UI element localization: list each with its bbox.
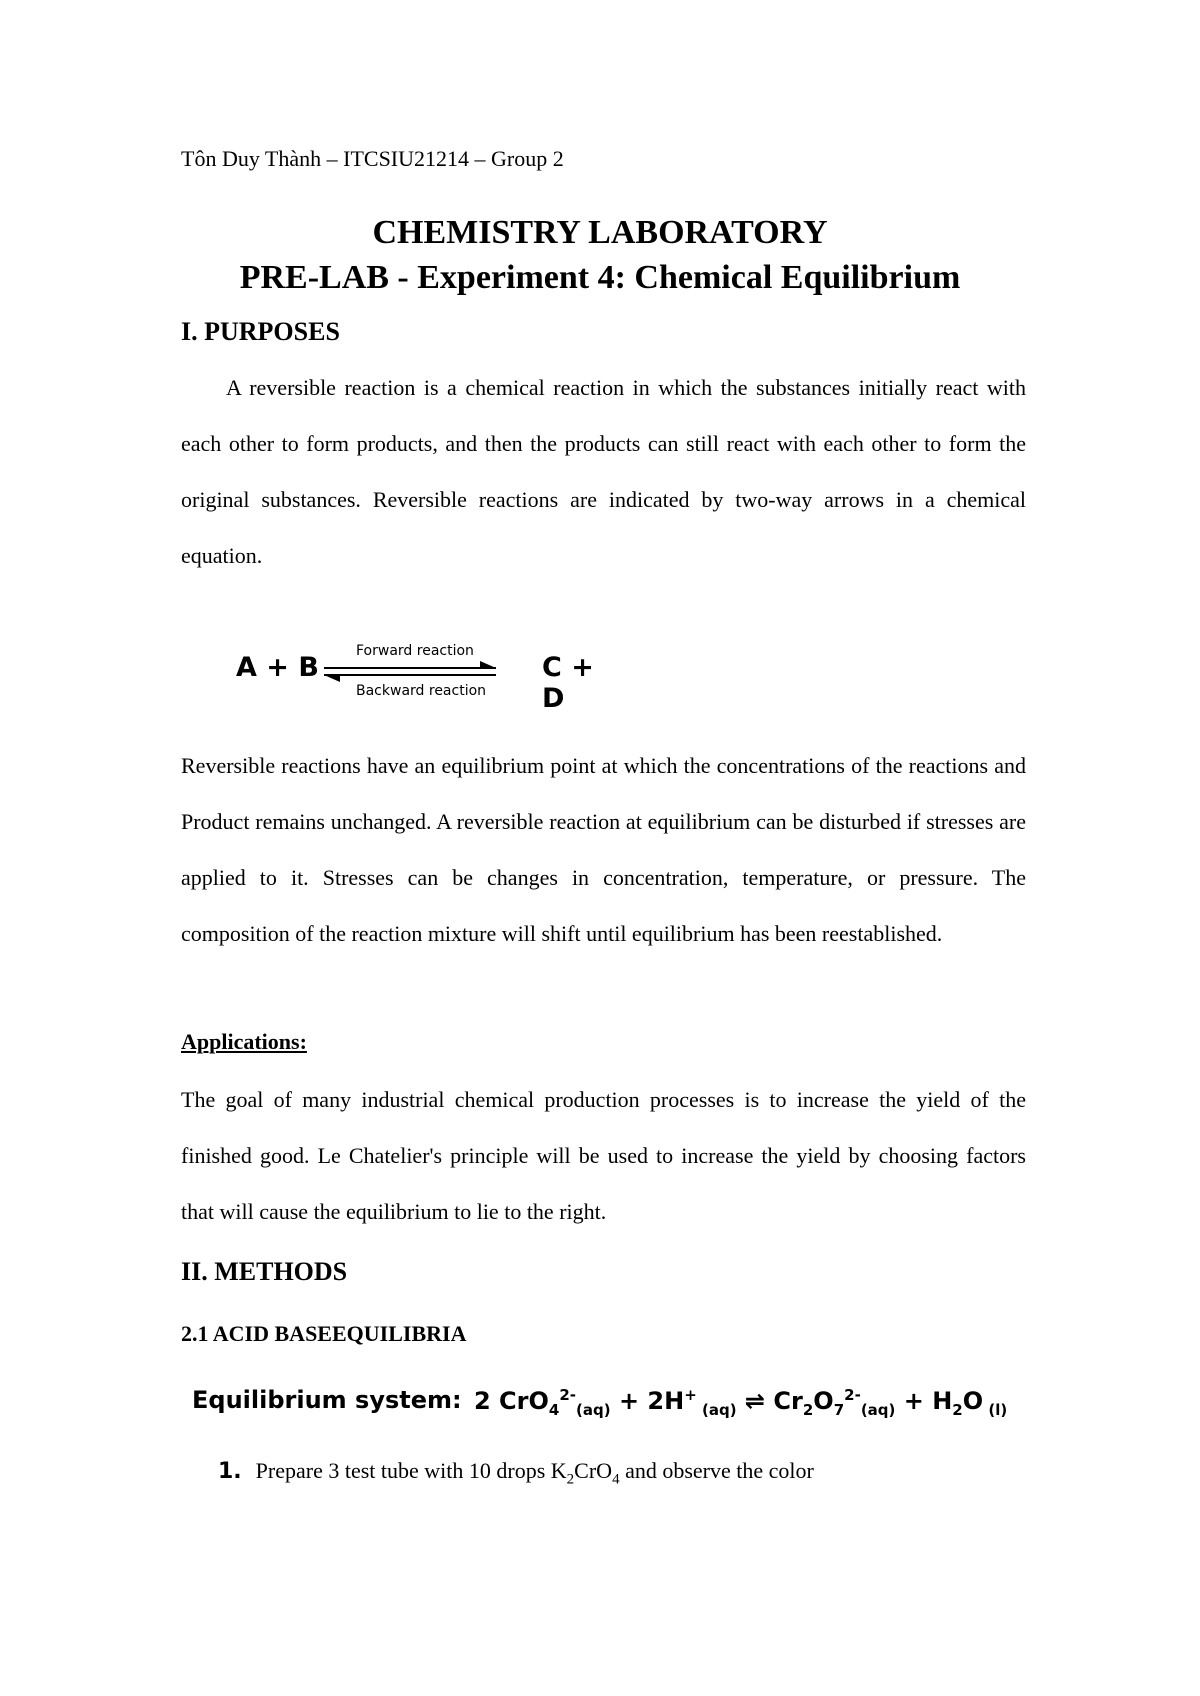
section-heading-purposes: I. PURPOSES <box>181 317 340 346</box>
applications-paragraph: The goal of many industrial chemical production processes is to increase the yield of the finished good. Le Chatelier's principle will be used to increase the yield by choosing factors that will cause the equilibrium to lie to the right. <box>181 1087 1026 1224</box>
reversible-reaction-equation <box>236 640 596 714</box>
equation-reactants: A + B <box>236 652 319 683</box>
subsection-heading: 2.1 ACID BASEEQUILIBRIA <box>181 1321 467 1346</box>
document-title: CHEMISTRY LABORATORY <box>372 214 828 251</box>
formula-sub: 2 <box>802 1400 814 1419</box>
document-subtitle: PRE-LAB - Experiment 4: Chemical Equilibrium <box>239 259 961 296</box>
formula-part: O <box>962 1387 984 1415</box>
formula-arrow: ⇌ <box>736 1387 774 1415</box>
step-text: and observe the color <box>619 1458 814 1483</box>
formula-state: (aq) <box>860 1400 896 1419</box>
step-text: CrO <box>574 1458 613 1483</box>
step-number: 1. <box>218 1459 242 1484</box>
formula-part: + 2H <box>610 1387 685 1415</box>
author-line: Tôn Duy Thành – ITCSIU21214 – Group 2 <box>181 146 564 171</box>
equilibrium-system-label: Equilibrium system: <box>192 1386 462 1414</box>
section-heading-methods: II. METHODS <box>181 1257 348 1286</box>
equation-products: C + D <box>542 652 594 714</box>
formula-part: + H <box>895 1387 953 1415</box>
formula-sup: + <box>684 1386 697 1404</box>
formula-sup: 2- <box>844 1386 861 1404</box>
formula-state: (l) <box>983 1400 1008 1419</box>
step-text: Prepare 3 test tube with 10 drops K <box>255 1458 567 1483</box>
formula-sub: 4 <box>548 1400 560 1419</box>
formula-sub: 2 <box>952 1400 963 1419</box>
forward-reaction-label: Forward reaction <box>356 643 474 659</box>
formula-part: O <box>813 1387 834 1415</box>
formula-part: 2 CrO <box>474 1387 549 1415</box>
formula-state: (aq) <box>696 1400 737 1419</box>
equilibrium-formula <box>474 1386 1007 1419</box>
equilibrium-paragraph: Reversible reactions have an equilibrium point at which the concentrations of the reactions and Product remains unchanged. A reversible reaction at equilibrium can be disturbed if stresses are applied to it. Stresses can be changes in concentration, temperature, or pressure. The composition of the reaction mixture will shift until equilibrium has been reestablished. <box>181 753 1026 946</box>
step-sub: 2 <box>566 1471 575 1488</box>
formula-sup: 2- <box>559 1386 577 1404</box>
equilibrium-arrows-icon <box>320 660 500 684</box>
formula-part: Cr <box>773 1387 803 1415</box>
applications-heading: Applications: <box>181 1029 307 1054</box>
step-sub: 4 <box>612 1471 620 1488</box>
backward-reaction-label: Backward reaction <box>356 683 487 699</box>
list-item <box>218 1458 814 1488</box>
intro-paragraph: A reversible reaction is a chemical reaction in which the substances initially react with each other to form products, and then the products can still react with each other to form the original substances. Reversible reactions are indicated by two-way arrows in a chemical equation. <box>181 375 1026 568</box>
formula-sub: 7 <box>833 1400 845 1419</box>
formula-state: (aq) <box>576 1400 611 1419</box>
